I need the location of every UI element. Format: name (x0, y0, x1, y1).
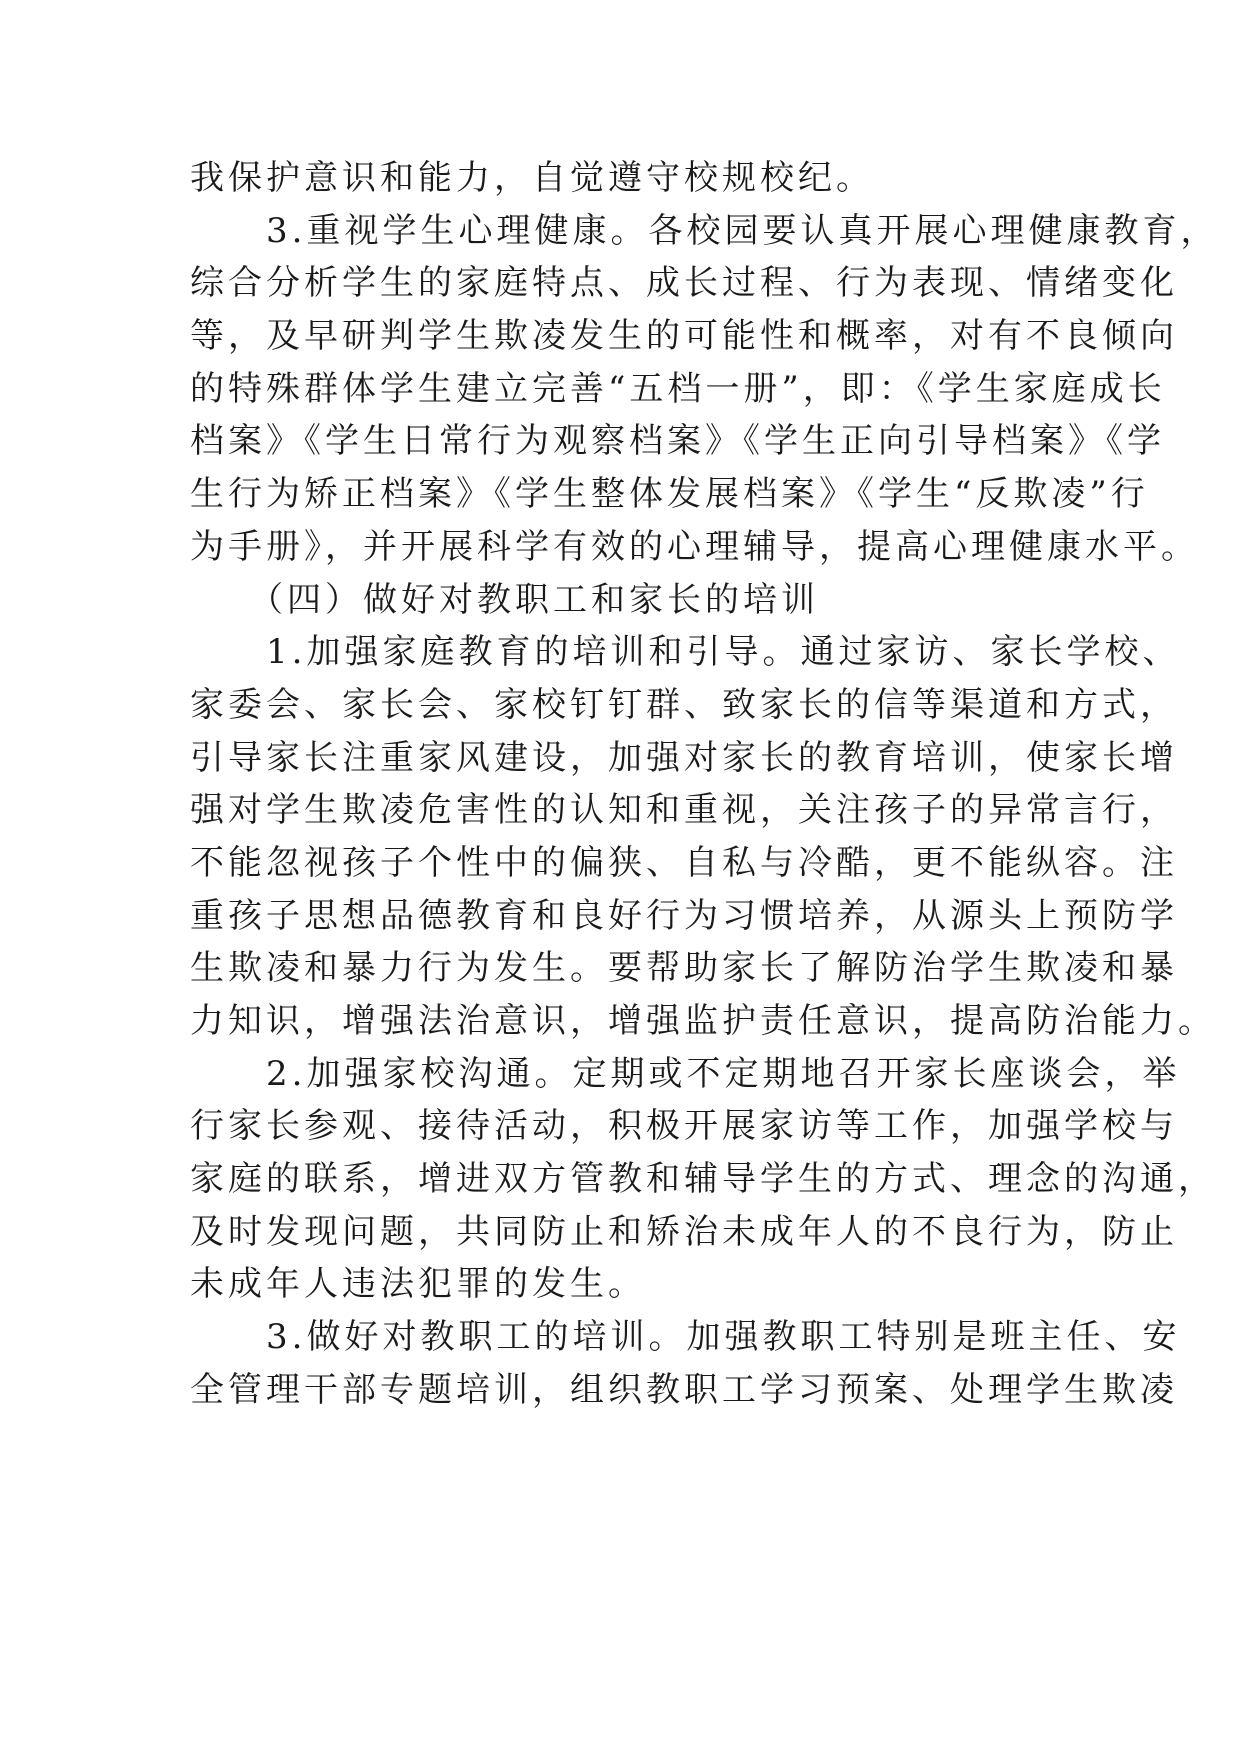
body-text (190, 152, 1219, 1417)
text-line: 为手册》，并开展科学有效的心理辅导，提高心理健康水平。 (190, 526, 1199, 567)
section-heading: （四）做好对教职工和家长的培训 (190, 579, 819, 620)
text-line: 生行为矫正档案》《学生整体发展档案》《学生“反欺凌”行 (190, 474, 1149, 515)
text-line: 不能忽视孩子个性中的偏狭、自私与冷酷，更不能纵容。注 (190, 842, 1178, 883)
text-line: 引导家长注重家风建设，加强对家长的教育培训，使家长增 (190, 737, 1178, 778)
text-line: 力知识，增强法治意识，增强监护责任意识，提高防治能力。 (190, 1001, 1216, 1041)
text-line: 档案》《学生日常行为观察档案》《学生正向引导档案》《学 (190, 421, 1165, 462)
text-line: 未成年人违法犯罪的发生。 (190, 1264, 646, 1305)
text-line: 我保护意识和能力，自觉遵守校规校纪。 (190, 158, 874, 198)
text-line: 等，及早研判学生欺凌发生的可能性和概率，对有不良倾向 (190, 316, 1178, 357)
text-line: 3.做好对教职工的培训。加强教职工特别是班主任、安 (190, 1317, 1181, 1358)
text-line: 及时发现问题，共同防止和矫治未成年人的不良行为，防止 (190, 1211, 1178, 1252)
text-line: 全管理干部专题培训，组织教职工学习预案、处理学生欺凌 (190, 1369, 1178, 1410)
text-line: 的特殊群体学生建立完善“五档一册”，即：《学生家庭成长 (190, 368, 1166, 409)
text-line: 综合分析学生的家庭特点、成长过程、行为表现、情绪变化 (190, 263, 1178, 304)
text-line: 3.重视学生心理健康。各校园要认真开展心理健康教育， (190, 210, 1219, 251)
text-line: 重孩子思想品德教育和良好行为习惯培养，从源头上预防学 (190, 895, 1178, 936)
text-line: 生欺凌和暴力行为发生。要帮助家长了解防治学生欺凌和暴 (190, 948, 1178, 989)
text-line: 家庭的联系，增进双方管教和辅导学生的方式、理念的沟通， (190, 1159, 1216, 1200)
text-line: 1.加强家庭教育的培训和引导。通过家访、家长学校、 (190, 632, 1181, 673)
text-line: 行家长参观、接待活动，积极开展家访等工作，加强学校与 (190, 1106, 1178, 1147)
text-line: 2.加强家校沟通。定期或不定期地召开家长座谈会，举 (190, 1053, 1181, 1094)
text-line: 家委会、家长会、家校钉钉群、致家长的信等渠道和方式， (190, 684, 1178, 725)
text-line: 强对学生欺凌危害性的认知和重视，关注孩子的异常言行， (190, 790, 1178, 831)
